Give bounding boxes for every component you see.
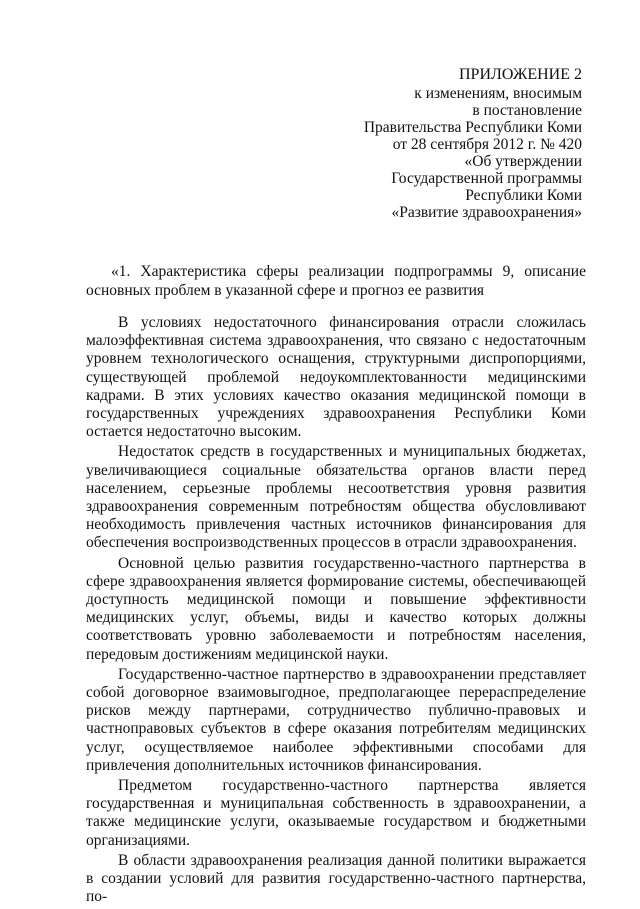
appendix-line: «Об утверждении xyxy=(464,153,582,170)
section-heading-text: «1. Характеристика сферы реализации подпрограммы 9, описание основных проблем в указанной сфере и прогноз ее развития xyxy=(86,263,586,299)
appendix-line: Государственной программы xyxy=(391,170,582,187)
section-heading xyxy=(86,262,586,300)
appendix-line: «Развитие здравоохранения» xyxy=(391,204,582,221)
appendix-line: Правительства Республики Коми xyxy=(363,119,582,136)
appendix-title: ПРИЛОЖЕНИЕ 2 xyxy=(458,66,582,83)
paragraph: Недостаток средств в государственных и муниципальных бюджетах, увеличивающиеся социальные обязательства органов власти перед населением, серьезные проблемы несоответствия уровня развития здравоохранения современным потребностям общества обусловливают необходимость привлечения частных источников финансирования для обеспечения воспроизводственных процессов в отрасли здравоохранения. xyxy=(86,443,586,552)
paragraph: Предметом государственно-частного партнерства является государственная и муниципальная собственность в здравоохранении, а также медицинские услуги, оказываемые государством и бюджетными организациями. xyxy=(86,777,586,849)
paragraph: В области здравоохранения реализация данной политики выражается в создании условий для развития государственно-частного партнерства, по- xyxy=(86,851,586,906)
appendix-line: от 28 сентября 2012 г. № 420 xyxy=(392,136,582,153)
paragraph: Основной целью развития государственно-частного партнерства в сфере здравоохранения является формирование системы, обеспечивающей доступность медицинской помощи и повышение эффективности медицинских услуг, объемы, виды и качество которых должны соответствовать уровню заболеваемости и потребностям населения, передовым достижениям медицинской науки. xyxy=(86,554,586,663)
body-text xyxy=(86,314,586,909)
appendix-line: к изменениям, вносимым xyxy=(414,85,582,102)
appendix-line: Республики Коми xyxy=(465,187,582,204)
appendix-header xyxy=(364,66,582,221)
paragraph: В условиях недостаточного финансирования отрасли сложилась малоэффективная система здравоохранения, что связано с недостаточным уровнем технологического оснащения, структурными диспропорциями, существующей проблемой недоукомплектованности медицинскими кадрами. В этих условиях качество оказания медицинской помощи в государственных учреждениях здравоохранения Республики Коми остается недостаточно высоким. xyxy=(86,314,586,441)
paragraph: Государственно-частное партнерство в здравоохранении представляет собой договорное взаимовыгодное, предполагающее перераспределение рисков между партнерами, сотрудничество публично-правовых и частноправовых субъектов в сфере оказания потребителям медицинских услуг, осуществляемое наиболее эффективными способами для привлечения дополнительных источников финансирования. xyxy=(86,665,586,774)
appendix-line: в постановление xyxy=(472,102,582,119)
